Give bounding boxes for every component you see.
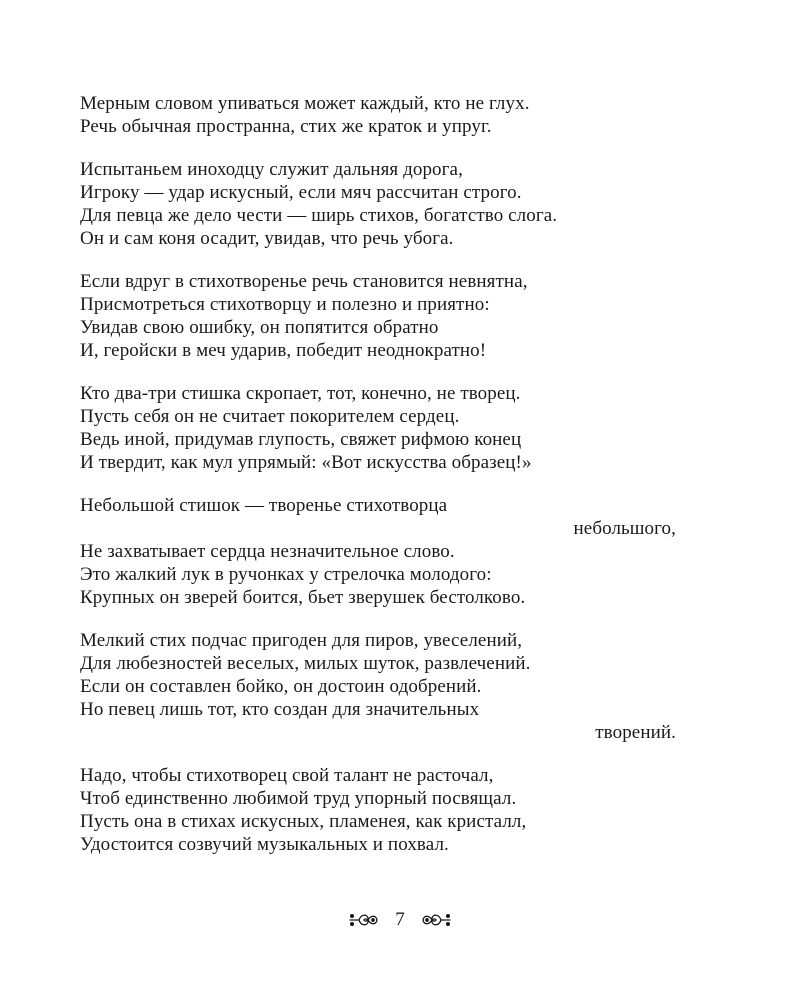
- poem-line: Игроку — удар искусный, если мяч рассчитан строго.: [80, 182, 522, 203]
- poem-line: И твердит, как мул упрямый: «Вот искусства образец!»: [80, 452, 532, 473]
- fleuron-ornament-right-icon: [419, 911, 453, 929]
- stanza-7: [80, 764, 680, 856]
- fleuron-ornament-left-icon: [347, 911, 381, 929]
- stanza-2: [80, 158, 680, 250]
- poem-line-carryover: творений.: [595, 722, 676, 743]
- poem-line: Для певца же дело чести — ширь стихов, богатство слога.: [80, 205, 558, 226]
- poem-line: Мерным словом упиваться может каждый, кто не глух.: [80, 93, 530, 114]
- poem-line: Испытаньем иноходцу служит дальняя дорога,: [80, 159, 463, 180]
- poem-line: Увидав свою ошибку, он попятится обратно: [80, 317, 439, 338]
- poem-text: [80, 92, 680, 876]
- poem-line: Не захватывает сердца незначительное слово.: [80, 541, 455, 562]
- stanza-4: [80, 382, 680, 474]
- poem-line: Это жалкий лук в ручонках у стрелочка молодого:: [80, 564, 492, 585]
- poem-line: И, геройски в меч ударив, победит неоднократно!: [80, 340, 487, 361]
- poem-line: Надо, чтобы стихотворец свой талант не расточал,: [80, 765, 494, 786]
- poem-line-carryover: небольшого,: [573, 518, 676, 539]
- poem-line: Речь обычная пространна, стих же краток и упруг.: [80, 116, 492, 137]
- page-footer: [0, 900, 800, 940]
- poem-line: Для любезностей веселых, милых шуток, развлечений.: [80, 653, 531, 674]
- poem-line: Пусть она в стихах искусных, пламенея, как кристалл,: [80, 811, 527, 832]
- poem-line: Если вдруг в стихотворенье речь становится невнятна,: [80, 271, 528, 292]
- page-number: 7: [395, 909, 405, 930]
- poem-line: Он и сам коня осадит, увидав, что речь убога.: [80, 228, 454, 249]
- stanza-3: [80, 270, 680, 362]
- stanza-1: [80, 92, 680, 138]
- poem-line: Кто два-три стишка скропает, тот, конечно, не творец.: [80, 383, 521, 404]
- poem-line: Крупных он зверей боится, бьет зверушек бестолково.: [80, 587, 526, 608]
- poem-line: Мелкий стих подчас пригоден для пиров, увеселений,: [80, 630, 523, 651]
- poem-line: Но певец лишь тот, кто создан для значительных: [80, 699, 480, 720]
- poem-line: Небольшой стишок — творенье стихотворца: [80, 495, 448, 516]
- poem-line: Пусть себя он не считает покорителем сердец.: [80, 406, 460, 427]
- poem-line: Чтоб единственно любимой труд упорный посвящал.: [80, 788, 517, 809]
- stanza-5: [80, 494, 680, 609]
- poem-line: Присмотреться стихотворцу и полезно и приятно:: [80, 294, 490, 315]
- stanza-6: [80, 629, 680, 744]
- poem-line: Ведь иной, придумав глупость, свяжет рифмою конец: [80, 429, 522, 450]
- poem-line: Если он составлен бойко, он достоин одобрений.: [80, 676, 482, 697]
- poem-line: Удостоится созвучий музыкальных и похвал.: [80, 834, 449, 855]
